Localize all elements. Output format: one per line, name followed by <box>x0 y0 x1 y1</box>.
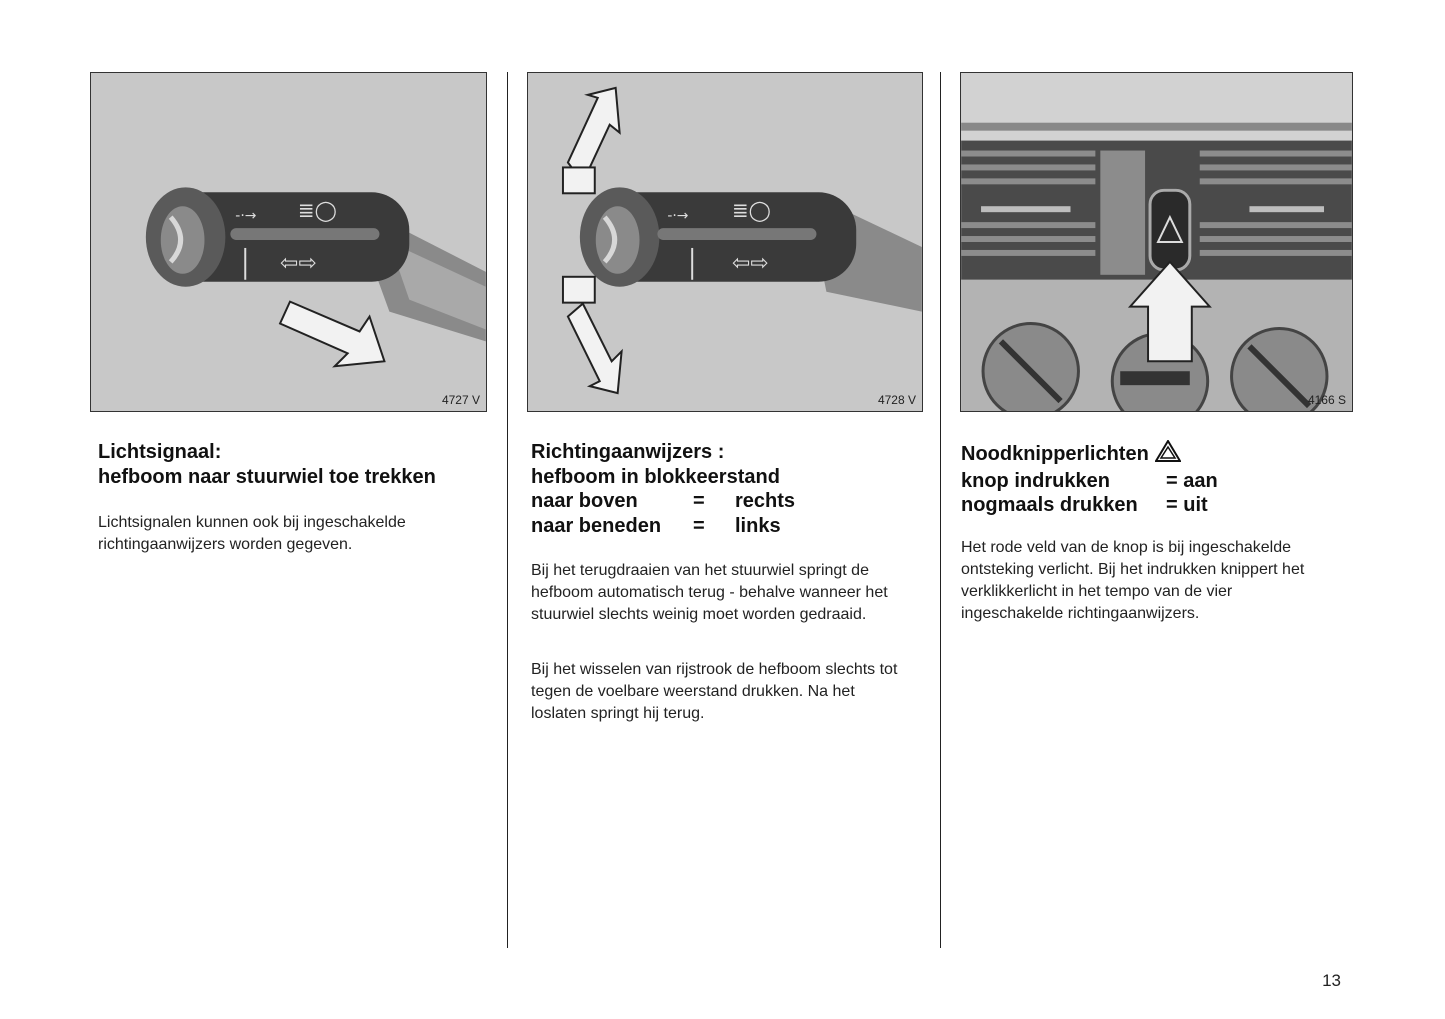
heading-row-value: links <box>735 514 781 537</box>
heading-row-value: = aan <box>1166 469 1218 492</box>
heading-row-down <box>531 514 931 539</box>
figure-hazard-button <box>960 72 1353 412</box>
svg-text:⇦⇨: ⇦⇨ <box>280 250 317 276</box>
svg-text:-·→: -·→ <box>235 208 257 225</box>
heading-title-row <box>961 440 1401 469</box>
column-divider-2 <box>940 72 941 948</box>
heading-row-label: knop indrukken <box>961 469 1110 492</box>
paragraph: Bij het wisselen van rijstrook de hefboom slechts tot tegen de voelbare weerstand drukken. Na het loslaten springt hij terug. <box>531 661 898 722</box>
heading-line: hefboom in blokkeerstand <box>531 465 780 488</box>
heading-hazard-lights <box>961 440 1401 518</box>
svg-text:≣◯: ≣◯ <box>297 199 337 223</box>
heading-row-label: naar boven <box>531 490 638 512</box>
figure-code: 4728 V <box>877 393 916 407</box>
heading-row-eq: = <box>693 490 705 512</box>
svg-text:-·→: -·→ <box>667 208 689 225</box>
heading-row-label: naar beneden <box>531 514 662 537</box>
paragraph: Bij het terugdraaien van het stuurwiel springt de hefboom automatisch terug - behalve wanneer het stuurwiel slechts weinig moet worden gedraaid. <box>531 562 888 623</box>
heading-row-up <box>531 489 931 514</box>
svg-text:⇦⇨: ⇦⇨ <box>731 250 769 276</box>
figure-code: 4166 S <box>1307 393 1346 407</box>
heading-line: hefboom naar stuurwiel toe trekken <box>98 465 436 488</box>
hazard-triangle-icon <box>1155 440 1181 469</box>
heading-light-signal <box>98 440 498 489</box>
heading-row-value: rechts <box>735 490 796 512</box>
heading-row-eq: = <box>693 514 705 537</box>
figure-light-signal-lever <box>90 72 487 412</box>
heading-row-value: = uit <box>1166 494 1208 516</box>
heading-line: Lichtsignaal: <box>98 441 222 463</box>
heading-line: Richtingaanwijzers : <box>531 441 725 463</box>
svg-text:≣◯: ≣◯ <box>731 199 771 223</box>
heading-row-press-again <box>961 493 1401 518</box>
heading-title: Noodknipperlichten <box>961 443 1149 465</box>
paragraph: Lichtsignalen kunnen ook bij ingeschakelde richtingaanwijzers worden gegeven. <box>98 514 406 553</box>
heading-turn-signals <box>531 440 931 538</box>
column-divider-1 <box>507 72 508 948</box>
lever-illustration <box>528 73 922 411</box>
heading-row-press <box>961 469 1401 494</box>
paragraph: Het rode veld van de knop is bij ingeschakelde ontsteking verlicht. Bij het indrukken knippert het verklikkerlicht in het tempo van de vier ingeschakelde richtingaanwijzers. <box>961 539 1305 622</box>
figure-code: 4727 V <box>441 393 480 407</box>
dashboard-illustration <box>961 73 1352 411</box>
lever-illustration <box>91 73 486 411</box>
heading-row-label: nogmaals drukken <box>961 494 1138 516</box>
figure-turn-signal-lever <box>527 72 923 412</box>
page-number: 13 <box>1322 971 1341 990</box>
